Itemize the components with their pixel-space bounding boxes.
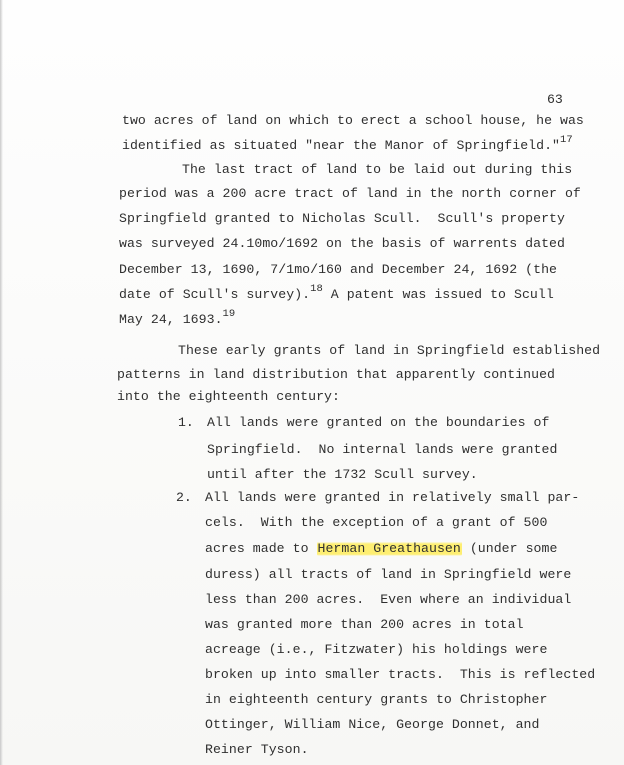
paragraph-text: acres made to <box>205 541 317 556</box>
list-item-line: cels. With the exception of a grant of 500 <box>205 515 548 530</box>
list-item-line: broken up into smaller tracts. This is reflected <box>205 667 596 682</box>
list-marker: 1. <box>178 415 194 430</box>
list-item-line: until after the 1732 Scull survey. <box>207 467 478 482</box>
paragraph-line: two acres of land on which to erect a school house, he was <box>122 113 584 128</box>
footnote-ref: 18 <box>310 282 323 295</box>
footnote-ref: 17 <box>560 133 573 146</box>
paragraph-line: These early grants of land in Springfield established <box>178 343 601 358</box>
paragraph-line: period was a 200 acre tract of land in the north corner of <box>119 186 581 201</box>
paragraph-line: into the eighteenth century: <box>117 389 340 404</box>
list-item-line: was granted more than 200 acres in total <box>205 617 524 632</box>
highlighted-name: Herman Greathausen <box>317 541 461 556</box>
paragraph-text: date of Scull's survey). <box>119 287 311 302</box>
paragraph-line <box>122 133 573 154</box>
list-item-line: in eighteenth century grants to Christopher <box>205 692 548 707</box>
paragraph-line <box>119 282 554 303</box>
list-item-line: All lands were granted in relatively small par- <box>205 490 580 505</box>
list-item-line: Springfield. No internal lands were granted <box>207 442 558 457</box>
footnote-ref: 19 <box>222 307 236 320</box>
scan-edge-shadow <box>0 0 3 765</box>
paragraph-line: was surveyed 24.10mo/1692 on the basis of warrents dated <box>119 236 565 251</box>
list-item-line <box>205 541 557 557</box>
paragraph-text: (under some <box>461 541 558 556</box>
list-item-line: Reiner Tyson. <box>205 742 309 757</box>
list-item-line: duress) all tracts of land in Springfield were <box>205 567 572 582</box>
list-item-line: Ottinger, William Nice, George Donnet, and <box>205 717 540 732</box>
paragraph-line: December 13, 1690, 7/1mo/160 and December 24, 1692 (the <box>119 262 558 277</box>
paragraph-text: A patent was issued to Scull <box>322 287 554 302</box>
paragraph-line <box>119 307 236 328</box>
paragraph-line: The last tract of land to be laid out during this <box>182 162 573 177</box>
list-item-line: All lands were granted on the boundaries of <box>207 415 550 430</box>
paragraph-text: May 24, 1693. <box>119 312 223 327</box>
paragraph-text: identified as situated "near the Manor of Springfield." <box>122 138 561 153</box>
paragraph-line: patterns in land distribution that apparently continued <box>117 367 556 382</box>
page-number: 63 <box>547 92 563 107</box>
list-item-line: less than 200 acres. Even where an individual <box>205 592 572 607</box>
list-marker: 2. <box>176 490 192 505</box>
paragraph-line: Springfield granted to Nicholas Scull. Scull's property <box>119 211 565 226</box>
list-item-line: acreage (i.e., Fitzwater) his holdings were <box>205 642 548 657</box>
